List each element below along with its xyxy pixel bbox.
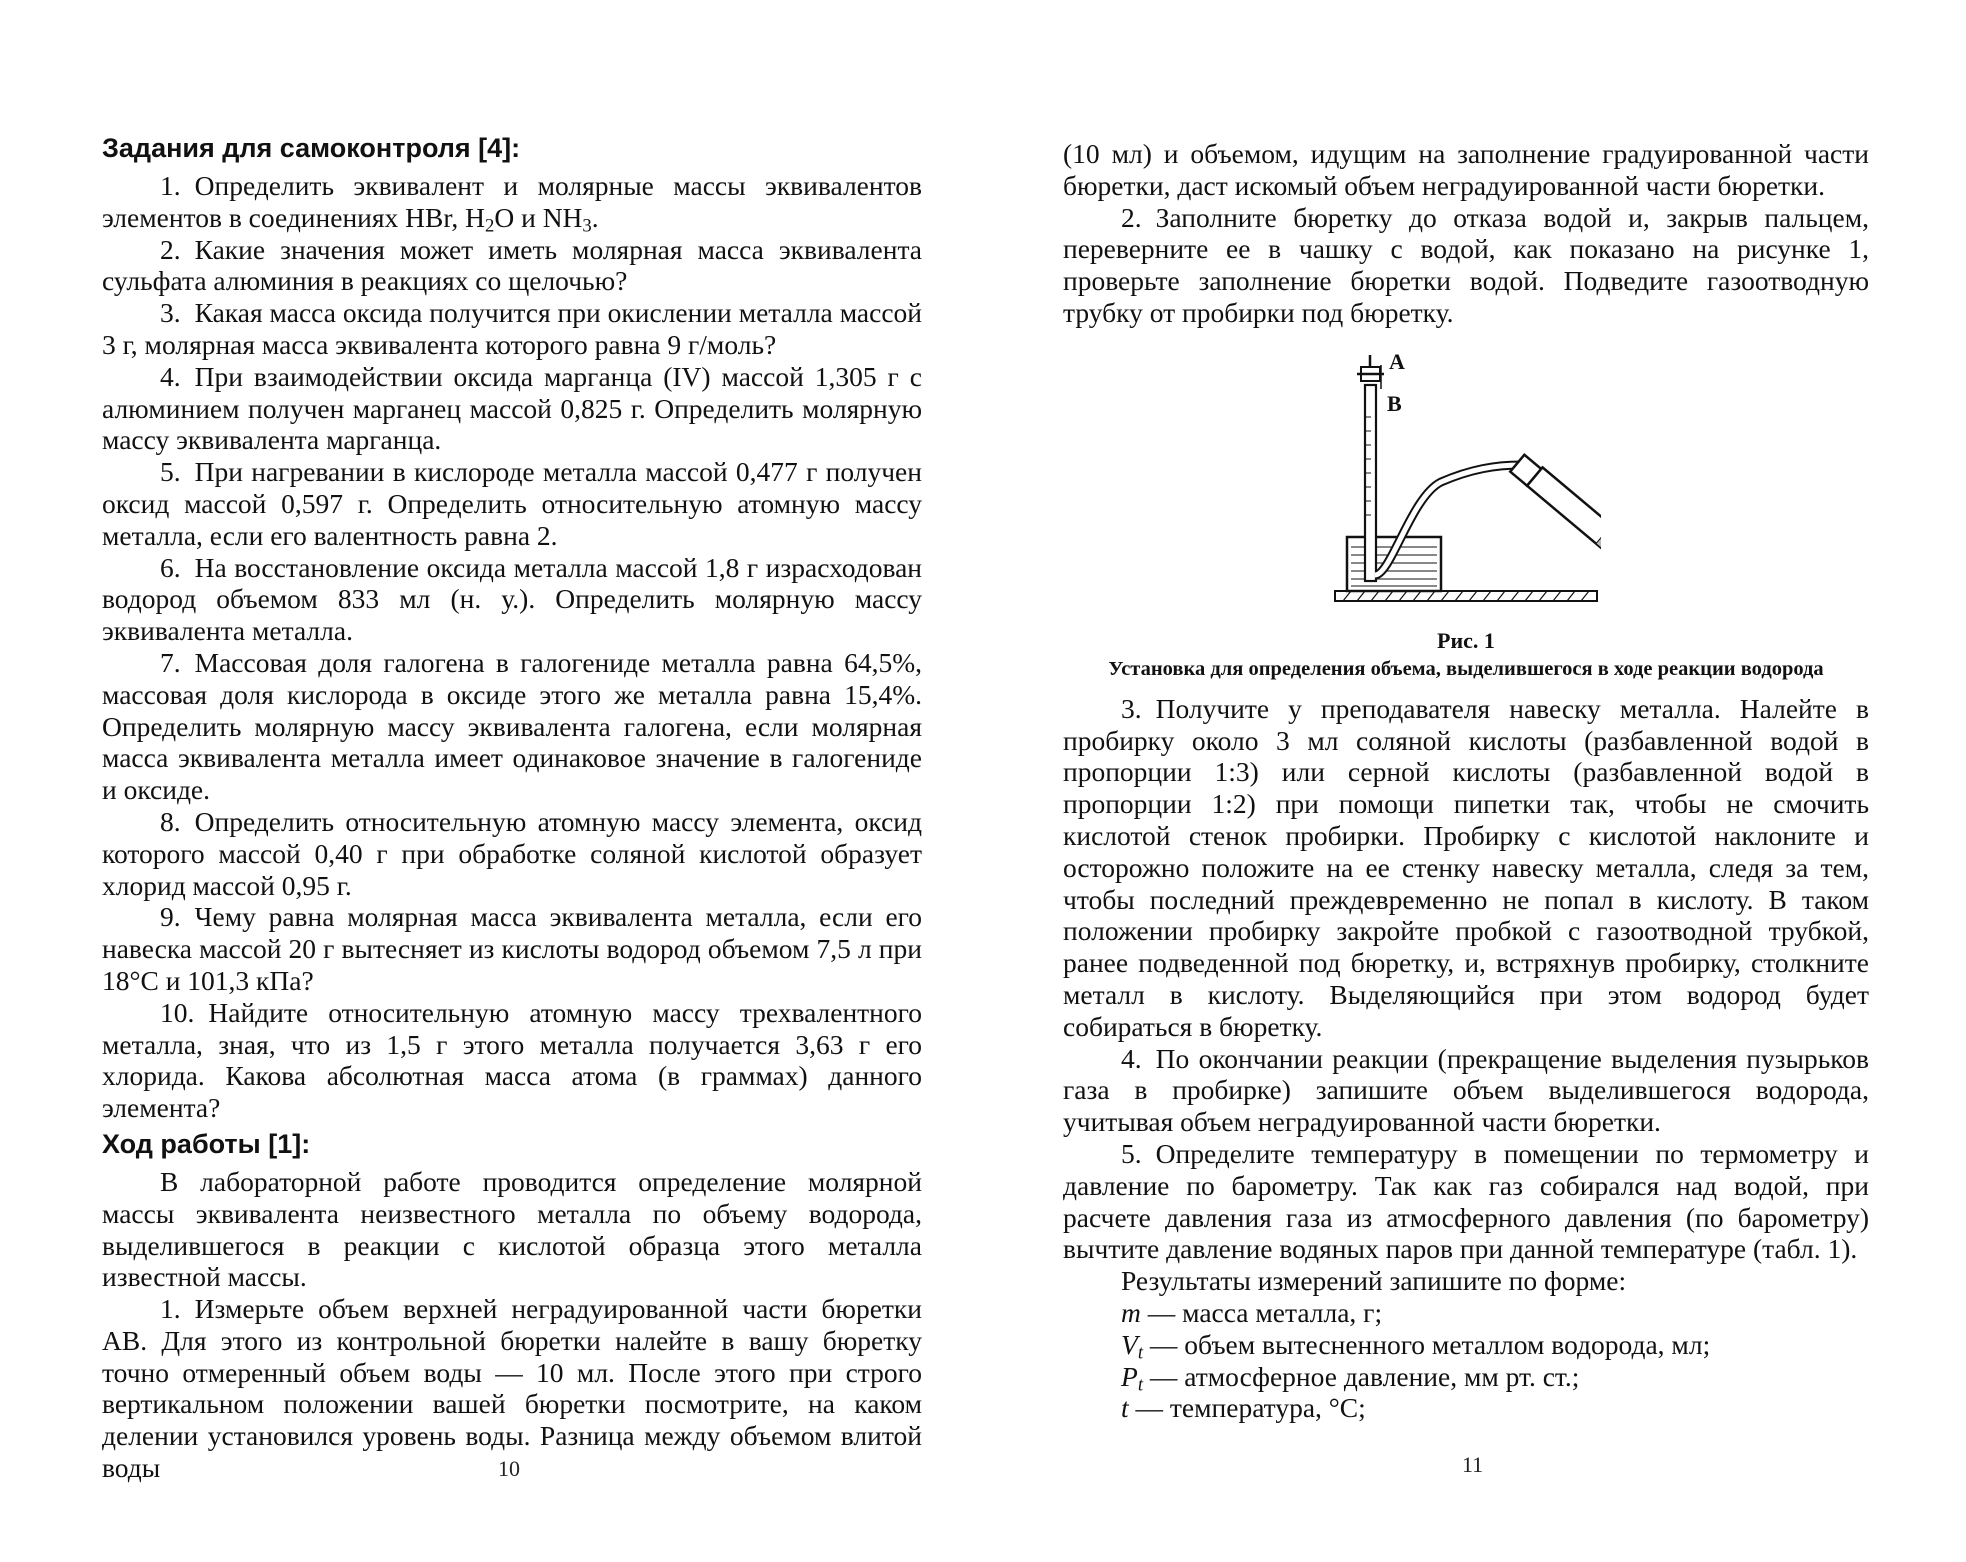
task-number: 3. <box>160 297 181 329</box>
task-number: 2. <box>160 233 181 265</box>
procedure-heading: Ход работы [1]: <box>102 1128 311 1159</box>
task-number: 8. <box>160 805 181 837</box>
continued-text: (10 мл) и объемом, идущим на заполнение градуированной части бюретки, даст искомый объем неградуированной части бюретки. <box>1063 138 1869 201</box>
task-number: 7. <box>160 646 181 678</box>
task-item <box>102 997 922 1124</box>
figure-caption: Установка для определения объема, выделившегося в ходе реакции водорода <box>1108 657 1824 680</box>
task-text: При взаимодействии оксида марганца (IV) массой 1,305 г с алюминием получен марганец массой 0,825 г. Определить молярную массу эквивалента марганца. <box>102 360 922 456</box>
point-b-label: B <box>1387 390 1402 416</box>
task-number: 9. <box>160 901 181 933</box>
results-list <box>1063 1297 1869 1424</box>
step-text: Измерьте объем верхней неградуированной части бюретки АВ. Для этого из контрольной бюретки налейте в вашу бюретку точно отмеренный объем воды — 10 мл. После этого при строго вертикальном положении вашей бюретки посмотрите, на каком делении установился уровень воды. Разница между объемом влитой воды <box>102 1293 922 1484</box>
task-number: 4. <box>160 360 181 392</box>
task-item <box>102 297 922 361</box>
task-item <box>102 456 922 551</box>
page-number: 11 <box>1462 1452 1484 1477</box>
procedure-step <box>1063 693 1869 1043</box>
task-item <box>102 901 922 996</box>
procedure-intro: В лабораторной работе проводится определение молярной массы эквивалента неизвестного металла по объему водорода, выделившегося в реакции с кислотой образца этого металла известной массы. <box>102 1165 922 1293</box>
step-number: 1. <box>160 1293 181 1325</box>
result-item: $V_t$ — объем вытесненного металлом водорода, мл; <box>1121 1328 1711 1364</box>
step-number: 5. <box>1121 1137 1142 1169</box>
task-number: 5. <box>160 456 181 488</box>
procedure-step <box>1063 1138 1869 1265</box>
step-text: Заполните бюретку до отказа водой и, закрыв пальцем, переверните ее в чашку с водой, как показано на рисунке 1, проверьте заполнение бюретки водой. Подведите газоотводную трубку от пробирки под бюретку. <box>1063 201 1869 328</box>
task-text: При нагревании в кислороде металла массой 0,477 г получен оксид массой 0,597 г. Определить относительную атомную массу металла, если его валентность равна 2. <box>102 456 922 551</box>
task-text: Массовая доля галогена в галогениде металла равна 64,5%, массовая доля кислорода в оксиде этого же металла равна 15,4%. Определить молярную массу эквивалента галогена, если молярная масса эквивалента металла имеет одинаковое значение в галогениде и оксиде. <box>102 646 922 806</box>
task-item: 1. Определить эквивалент и молярные массы эквивалентов элементов в соединениях HBr, $H_2O$ и $NH_3$. <box>102 170 922 237</box>
step-text: Определите температуру в помещении по термометру и давление по барометру. Так как газ собирался над водой, при расчете давления газа из атмосферного давления (по барометру) вычтите давление водяных паров при данной температуре (табл. 1). <box>1063 1137 1869 1265</box>
apparatus-illustration <box>1331 347 1601 617</box>
step-number: 3. <box>1121 692 1142 724</box>
step-text: Получите у преподавателя навеску металла. Налейте в пробирку около 3 мл соляной кислоты (разбавленной водой в пропорции 1:3) или серной кислоты (разбавленной водой в пропорции 1:2) при помощи пипетки так, чтобы не смочить кислотой стенок пробирки. Пробирку с кислотой наклоните и осторожно положите на ее стенку навеску металла, следя за тем, чтобы последний преждевременно не попал в кислоту. В таком положении пробирку закройте пробкой с газоотводной трубкой, ранее подведенной под бюретку, и, встряхнув пробирку, столкните металл в кислоту. Выделяющийся при этом водород будет собираться в бюретку. <box>1063 692 1869 1042</box>
step-number: 2. <box>1121 201 1142 233</box>
procedure-step <box>1063 1043 1869 1138</box>
test-tube-body <box>1527 467 1601 572</box>
result-item: t — температура, °С; <box>1121 1392 1366 1424</box>
burette <box>1365 385 1376 581</box>
result-item: m — масса металла, г; <box>1121 1296 1383 1328</box>
task-item <box>102 552 922 647</box>
left-column <box>102 128 922 1484</box>
page-right <box>983 0 1966 1562</box>
task-text: Чему равна молярная масса эквивалента металла, если его навеска массой 20 г вытесняет из кислоты водород объемом 7,5 л при 18°С и 101,3 кПа? <box>102 901 922 996</box>
step-text: По окончании реакции (прекращение выделения пузырьков газа в пробирке) запишите объем выделившегося водорода, учитывая объем неградуированной части бюретки. <box>1063 1042 1869 1138</box>
task-number: 10. <box>160 996 195 1028</box>
result-item: $P_t$ — атмосферное давление, мм рт. ст.; <box>1121 1360 1580 1396</box>
task-number: 1. <box>160 170 181 201</box>
task-item <box>102 361 922 456</box>
task-text: Найдите относительную атомную массу трехвалентного металла, зная, что из 1,5 г этого металла получается 3,63 г его хлорида. Какова абсолютная масса атома (в граммах) данного элемента? <box>102 996 922 1124</box>
task-item <box>102 647 922 806</box>
right-column <box>1063 138 1869 1424</box>
step-number: 4. <box>1121 1042 1142 1074</box>
figure-label: Рис. 1 <box>1437 627 1495 653</box>
task-item <box>102 806 922 901</box>
results-intro: Результаты измерений запишите по форме: <box>1121 1265 1627 1297</box>
procedure-step <box>1063 202 1869 329</box>
task-text: Определить относительную атомную массу элемента, оксид которого массой 0,40 г при обработке соляной кислотой образует хлорид массой 0,95 г. <box>102 805 922 901</box>
self-control-heading: Задания для самоконтроля [4]: <box>102 133 521 163</box>
page-number: 10 <box>498 1456 520 1481</box>
point-a-label: A <box>1389 348 1405 374</box>
task-text: Какие значения может иметь молярная масса эквивалента сульфата алюминия в реакциях со щелочью? <box>102 233 922 297</box>
task-text: На восстановление оксида металла массой 1,8 г израсходован водород объемом 833 мл (н. у.). Определить молярную массу эквивалента металла. <box>102 551 922 647</box>
figure-1 <box>1063 347 1869 683</box>
task-number: 6. <box>160 551 181 583</box>
test-tube <box>1510 453 1601 572</box>
task-text: Какая масса оксида получится при окислении металла массой 3 г, молярная масса эквивалента которого равна 9 г/моль? <box>102 297 922 360</box>
task-item <box>102 234 922 298</box>
